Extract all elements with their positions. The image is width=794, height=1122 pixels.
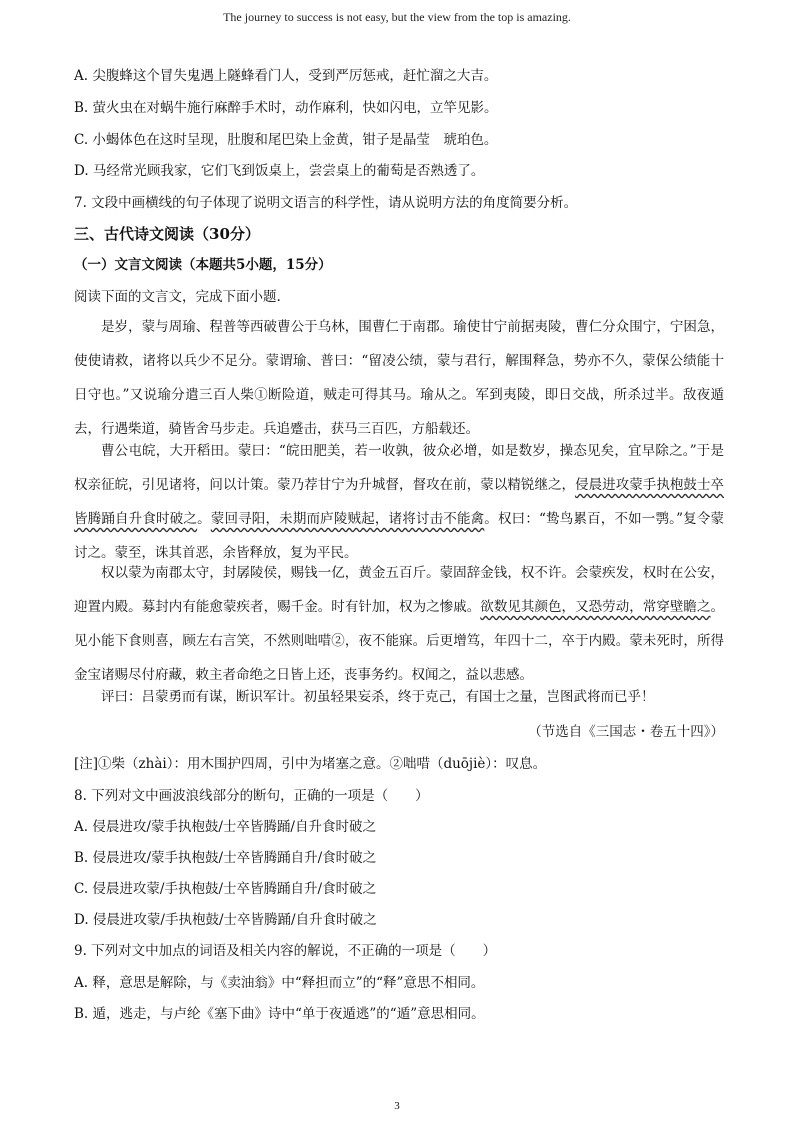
question-9: 9. 下列对文中加点的词语及相关内容的解说，不正确的一项是（ ） xyxy=(74,943,497,959)
q9-option-b: B. 遁，逃走，与卢纶《塞下曲》诗中“单于夜遁逃”的“遁”意思相同。 xyxy=(74,1006,485,1022)
q8-option-d: D. 侵晨进攻蒙/手执枹鼓/士卒皆腾踊/自升食时破之 xyxy=(74,912,377,928)
question-7: 7. 文段中画横线的句子体现了说明文语言的科学性，请从说明方法的角度简要分析。 xyxy=(74,195,578,211)
question-8: 8. 下列对文中画波浪线部分的断句，正确的一项是（ ） xyxy=(74,788,429,804)
section-heading: 三、古代诗文阅读（30分） xyxy=(74,225,260,243)
paragraph-3-text: 权以蒙为南郡太守，封孱陵侯，赐钱一亿，黄金五百斤。蒙固辞金钱，权不许。会蒙疾发，权时在公安，迎置内殿。募封内有能愈蒙疾者，赐千金。时有针加，权为之惨戚。 xyxy=(74,565,724,615)
source-citation: （节选自《三国志・卷五十四》） xyxy=(528,724,724,740)
page-number: 3 xyxy=(394,1100,400,1112)
option-a: A. 尖腹蜂这个冒失鬼遇上隧蜂看门人，受到严厉惩戒，赶忙溜之大吉。 xyxy=(74,68,498,84)
option-d: D. 马经常光顾我家，它们飞到饭桌上，尝尝桌上的葡萄是否熟透了。 xyxy=(74,163,485,179)
wavy-underlined-sentence: 侵晨进攻蒙手执枹鼓士卒皆腾踊自升食时破之 xyxy=(74,477,725,527)
passage-paragraph-1: 是岁，蒙与周瑜、程普等西破曹公于乌林，围曹仁于南郡。瑜使甘宁前据夷陵，曹仁分众围宁，宁困急，使使请救，诸将以兵少不足分。蒙谓瑜、普曰：“留凌公绩，蒙与君行，解围释急，势亦不久，蒙保公绩能十日守也。”又说瑜分遣三百人柴①断险道，贼走可得其马。瑜从之。军到夷陵，即日交战，所杀过半。敌夜遁去，行遇柴道，骑皆舍马步走。兵追蹙击，获马三百匹，方船载还。 xyxy=(74,319,724,437)
underlined-sentence-2: 欲数见其颜色，又恐劳动，常穿壁瞻之 xyxy=(480,599,711,615)
comment: 评曰：吕蒙勇而有谋，断识军计。初虽轻果妄杀，终于克己，有国士之量，岂图武将而已乎！ xyxy=(101,689,655,705)
q8-option-a: A. 侵晨进攻/蒙手执枹鼓/士卒皆腾踊/自升食时破之 xyxy=(74,819,376,835)
q8-option-c: C. 侵晨进攻蒙/手执枹鼓/士卒皆腾踊自升/食时破之 xyxy=(74,881,377,897)
paragraph-2-tail: 。权曰：“鸷鸟累百，不如一鹗。”复令蒙讨之。蒙至，诛其首恶，余皆释放，复为平民。 xyxy=(74,511,725,561)
q9-option-a: A. 释，意思是解除，与《卖油翁》中“释担而立”的“释”意思不相同。 xyxy=(74,975,485,991)
underlined-sentence: 蒙回寻阳，未期而庐陵贼起，诸将讨击不能禽 xyxy=(210,511,485,527)
passage-paragraph-2 xyxy=(74,434,724,570)
paragraph-3-tail: 。见小能下食则喜，顾左右言笑，不然则咄唶②，夜不能寐。后更增笃，年四十二，卒于内殿。蒙未死时，所得金宝诸赐尽付府藏，敕主者命绝之日皆上还，丧事务约。权闻之，益以悲感。 xyxy=(74,599,725,683)
passage-paragraph-3 xyxy=(74,556,724,692)
page-header: The journey to success is not easy, but the view from the top is amazing. xyxy=(223,10,571,24)
option-b: B. 萤火虫在对蜗牛施行麻醉手术时，动作麻利，快如闪电，立竿见影。 xyxy=(74,100,498,116)
annotation-note: [注]①柴（zhài）：用木围护四周，引中为堵塞之意。②咄唶（duōjiè）：叹息。 xyxy=(74,756,547,772)
instruction: 阅读下面的文言文，完成下面小题. xyxy=(74,289,281,305)
punctuation: 。 xyxy=(197,511,211,527)
paragraph-2-text: 曹公屯皖，大开稻田。蒙曰：“皖田肥美，若一收孰，彼众必增，如是数岁，操态见矣，宜早除之。”于是权亲征皖，引见诸将，问以计策。蒙乃荐甘宁为升城督，督攻在前，蒙以精锐继之， xyxy=(74,443,724,493)
option-c: C. 小蝎体色在这时呈现，肚腹和尾巴染上金黄，钳子是晶莹 琥珀色。 xyxy=(74,132,498,148)
subsection-heading: （一）文言文阅读（本题共5小题，15分） xyxy=(74,257,332,273)
q8-option-b: B. 侵晨进攻/蒙手执枹鼓/士卒皆腾踊自升/食时破之 xyxy=(74,850,377,866)
